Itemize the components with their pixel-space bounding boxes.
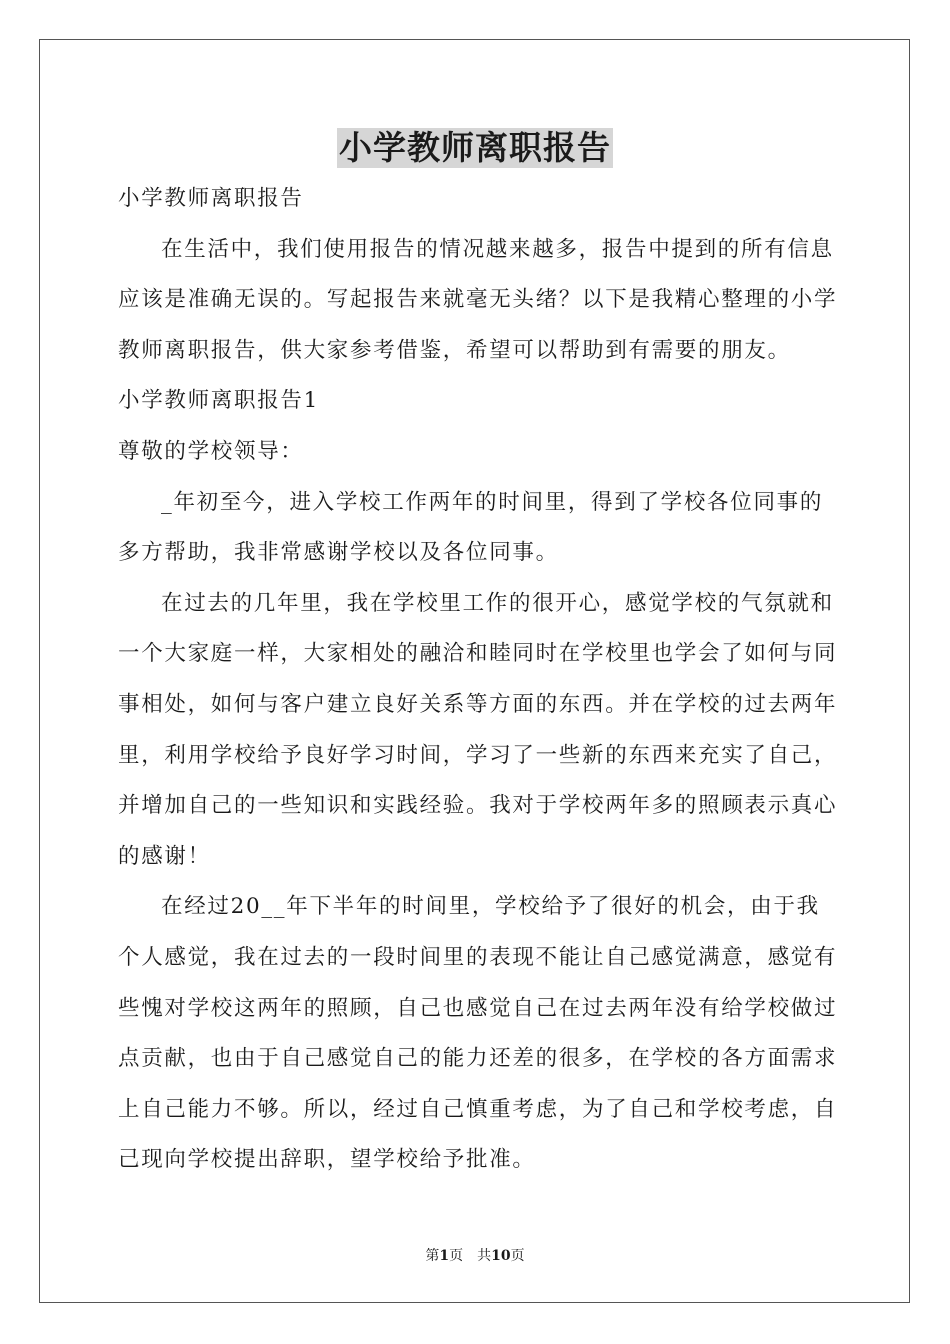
total-page-number: 10: [491, 1248, 511, 1264]
page-prefix: 第: [425, 1248, 440, 1264]
page-suffix: 页: [510, 1248, 525, 1264]
body-paragraph: _年初至今，进入学校工作两年的时间里，得到了学校各位同事的多方帮助，我非常感谢学校以及各位同事。: [118, 489, 824, 566]
body-paragraph: 在经过20__年下半年的时间里，学校给予了很好的机会，由于我个人感觉，我在过去的一段时间里的表现不能让自己感觉满意，感觉有些愧对学校这两年的照顾，自己也感觉自己在过去两年没有给学校做过点贡献，也由于自己感觉自己的能力还差的很多，在学校的各方面需求上自己能力不够。所以，经过自己慎重考虑，为了自己和学校考虑，自己现向学校提出辞职，望学校给予批准。: [118, 894, 838, 1173]
page-mid: 页 共: [449, 1248, 492, 1264]
document-body: [118, 174, 842, 1186]
intro-paragraph: 在生活中，我们使用报告的情况越来越多，报告中提到的所有信息应该是准确无误的。写起报告来就毫无头绪？以下是我精心整理的小学教师离职报告，供大家参考借鉴，希望可以帮助到有需要的朋友。: [118, 236, 838, 363]
page-footer: [0, 1245, 950, 1265]
body-paragraph: 在过去的几年里，我在学校里工作的很开心，感觉学校的气氛就和一个大家庭一样，大家相处的融洽和睦同时在学校里也学会了如何与同事相处，如何与客户建立良好关系等方面的东西。并在学校的过去两年里，利用学校给予良好学习时间，学习了一些新的东西来充实了自己，并增加自己的一些知识和实践经验。我对于学校两年多的照顾表示真心的感谢！: [118, 590, 838, 869]
current-page-number: 1: [439, 1248, 450, 1264]
document-subtitle: 小学教师离职报告: [118, 186, 304, 211]
section-heading: 小学教师离职报告1: [118, 388, 319, 414]
document-title: 小学教师离职报告: [339, 128, 611, 167]
salutation: 尊敬的学校领导：: [118, 438, 304, 464]
title-container: [0, 128, 950, 168]
